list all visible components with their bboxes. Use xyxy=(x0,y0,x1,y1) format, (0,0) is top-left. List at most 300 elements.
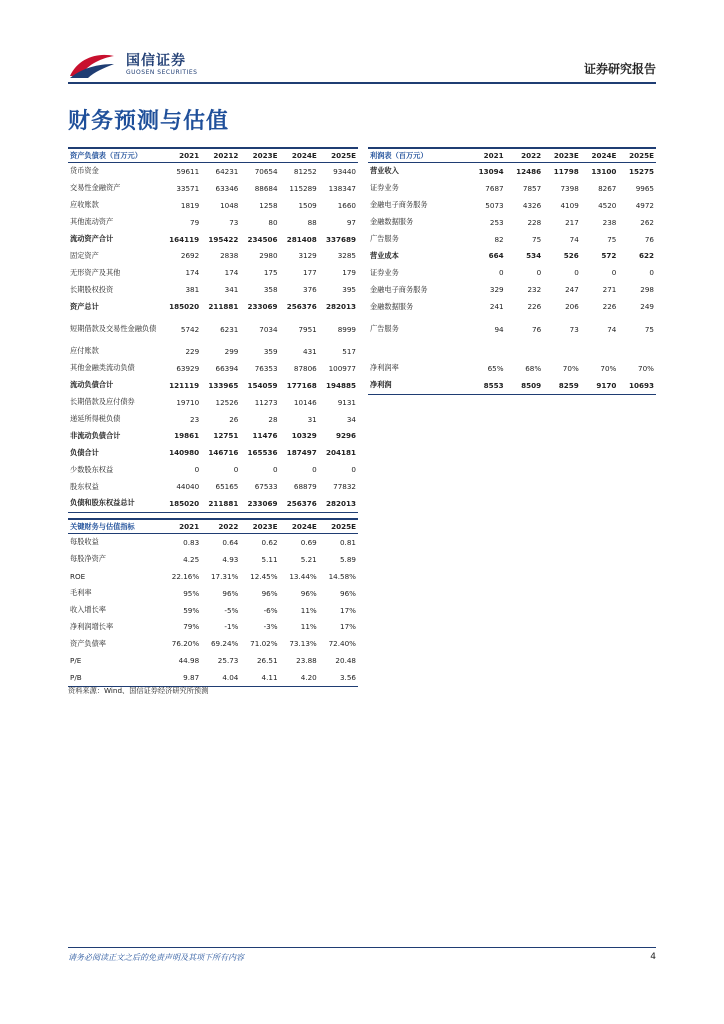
column-header: 20212 xyxy=(201,148,240,163)
cell-value: 1660 xyxy=(337,200,356,210)
cell-value: 4520 xyxy=(598,200,617,210)
cell-value: 0.83 xyxy=(183,537,200,547)
cell-value: 4.20 xyxy=(280,669,319,686)
table-row xyxy=(368,231,656,248)
table-row xyxy=(368,180,656,197)
cell-value: 8259 xyxy=(543,377,581,394)
cell-value: 241 xyxy=(489,302,504,312)
cell-value: 174 xyxy=(224,268,239,278)
cell-value: 74 xyxy=(607,324,617,334)
cell-value: 234506 xyxy=(247,234,278,244)
cell-value: 9296 xyxy=(335,431,356,441)
cell-value: 164119 xyxy=(169,234,200,244)
row-label: 其他流动资产 xyxy=(70,217,114,227)
key-ratios-body xyxy=(68,534,358,687)
cell-value: 2838 xyxy=(220,251,239,261)
cell-value: -3% xyxy=(263,622,278,632)
table-row xyxy=(68,411,358,428)
table-row xyxy=(68,427,358,444)
row-label: P/E xyxy=(70,656,82,666)
page-number: 4 xyxy=(650,952,656,962)
cell-value: 88 xyxy=(307,217,317,227)
table-row xyxy=(68,551,358,568)
section-title: 财务预测与估值 xyxy=(68,109,230,134)
column-header: 2024E xyxy=(280,519,319,534)
cell-value: 0 xyxy=(233,465,239,475)
cell-value: 165536 xyxy=(247,448,278,458)
cell-value: 76353 xyxy=(254,363,278,373)
table-row xyxy=(68,163,358,180)
cell-value: 146716 xyxy=(208,448,239,458)
cell-value: 217 xyxy=(565,217,579,227)
cell-value: 95% xyxy=(183,588,200,598)
cell-value: 0.81 xyxy=(339,537,356,547)
cell-value: 622 xyxy=(638,251,654,261)
cell-value: 0 xyxy=(272,465,278,475)
cell-value: 3129 xyxy=(298,251,317,261)
cell-value: 228 xyxy=(527,217,542,227)
cell-value: 8267 xyxy=(598,183,617,193)
cell-value: 5.11 xyxy=(261,554,278,564)
cell-value: 4972 xyxy=(635,200,654,210)
cell-value: 206 xyxy=(565,302,579,312)
cell-value: 23 xyxy=(190,414,200,424)
table-row xyxy=(68,197,358,214)
cell-value: 238 xyxy=(602,217,617,227)
cell-value: 133965 xyxy=(208,380,239,390)
cell-value: 63929 xyxy=(176,363,200,373)
cell-value: 3.56 xyxy=(319,669,358,686)
cell-value: 73 xyxy=(569,324,579,334)
cell-value: 96% xyxy=(300,588,317,598)
income-statement-body xyxy=(368,163,656,395)
row-label: 负债合计 xyxy=(70,447,99,457)
cell-value: 12751 xyxy=(213,431,239,441)
cell-value: 75 xyxy=(607,234,617,244)
cell-value: 97 xyxy=(346,217,356,227)
cell-value: 17% xyxy=(340,622,356,632)
cell-value: 26.51 xyxy=(256,656,278,666)
cell-value: 67533 xyxy=(254,482,278,492)
cell-value: 65165 xyxy=(215,482,239,492)
cell-value: 70654 xyxy=(254,166,278,176)
cell-value: 1819 xyxy=(180,200,200,210)
cell-value: 22.16% xyxy=(171,571,200,581)
row-label: 净利润增长率 xyxy=(70,621,114,631)
cell-value: 11798 xyxy=(553,166,579,176)
column-header: 2022 xyxy=(506,148,544,163)
cell-value: 73 xyxy=(229,217,239,227)
logo-english-name: GUOSEN SECURITIES xyxy=(126,69,198,76)
cell-value: 13.44% xyxy=(289,571,317,581)
table-row xyxy=(368,214,656,231)
cell-value: 80 xyxy=(268,217,278,227)
cell-value: 63346 xyxy=(215,183,239,193)
balance-sheet-table xyxy=(68,147,358,513)
cell-value: 8553 xyxy=(468,377,506,394)
cell-value: 1258 xyxy=(259,200,278,210)
column-header: 2021 xyxy=(468,148,506,163)
cell-value: 187497 xyxy=(286,448,317,458)
cell-value: 19861 xyxy=(174,431,200,441)
cell-value: 376 xyxy=(303,285,317,295)
column-header: 2023E xyxy=(543,148,581,163)
cell-value: 4.11 xyxy=(240,669,279,686)
cell-value: 59% xyxy=(183,605,200,615)
table-row xyxy=(368,377,656,394)
row-label: 净利润率 xyxy=(370,363,399,373)
cell-value: 4.25 xyxy=(183,554,200,564)
source-note: 资料来源：Wind、国信证券经济研究所预测 xyxy=(68,686,209,695)
report-type-label: 证券研究报告 xyxy=(583,62,656,76)
row-label: P/B xyxy=(68,669,162,686)
header-divider xyxy=(68,82,656,84)
column-header: 2021 xyxy=(162,519,201,534)
table-row xyxy=(68,343,358,360)
table-row xyxy=(68,298,358,315)
row-label: 营业收入 xyxy=(370,166,399,176)
cell-value: 233069 xyxy=(247,302,278,312)
cell-value: 358 xyxy=(263,285,278,295)
cell-value: 5073 xyxy=(485,200,504,210)
cell-value: 0.62 xyxy=(261,537,278,547)
cell-value: 12.45% xyxy=(250,571,278,581)
cell-value: 517 xyxy=(342,346,356,356)
table-title-header: 资产负债表（百万元） xyxy=(68,148,162,163)
cell-value: 9170 xyxy=(581,377,619,394)
cell-value: 82 xyxy=(494,234,504,244)
table-row xyxy=(68,495,358,512)
column-header: 2023E xyxy=(240,148,279,163)
cell-value: 74 xyxy=(569,234,579,244)
cell-value: 185020 xyxy=(162,495,201,512)
cell-value: 65% xyxy=(487,363,504,373)
table-row xyxy=(68,669,358,686)
cell-value: 177 xyxy=(303,268,317,278)
table-row xyxy=(68,394,358,411)
cell-value: 256376 xyxy=(280,495,319,512)
cell-value: 226 xyxy=(602,302,617,312)
footer-divider xyxy=(68,947,656,948)
cell-value: 69.24% xyxy=(210,639,239,649)
cell-value: 5.89 xyxy=(339,554,356,564)
cell-value: 179 xyxy=(342,268,356,278)
cell-value: 359 xyxy=(263,346,278,356)
cell-value: -6% xyxy=(263,605,278,615)
row-label: 金融数据服务 xyxy=(370,217,414,227)
table-title-header: 利润表（百万元） xyxy=(368,148,468,163)
row-label: 广告服务 xyxy=(370,324,399,334)
cell-value: 11% xyxy=(300,605,317,615)
cell-value: 96% xyxy=(222,588,239,598)
table-row xyxy=(68,461,358,478)
key-ratios-header-row xyxy=(68,519,358,534)
row-label: 货币资金 xyxy=(70,166,99,176)
table-title-header: 关键财务与估值指标 xyxy=(68,519,162,534)
key-ratios-table xyxy=(68,518,358,687)
row-label: ROE xyxy=(70,571,86,581)
row-label: 收入增长率 xyxy=(70,605,106,614)
cell-value: 0 xyxy=(536,268,542,278)
column-header: 2022 xyxy=(201,519,240,534)
cell-value: 4326 xyxy=(522,200,542,210)
table-row xyxy=(68,618,358,635)
row-label: 净利润 xyxy=(368,377,468,394)
row-label: 流动资产合计 xyxy=(70,234,114,243)
column-header: 2025E xyxy=(319,519,358,534)
cell-value: 81252 xyxy=(293,166,317,176)
cell-value: 0 xyxy=(499,268,504,278)
cell-value: 204181 xyxy=(325,448,356,458)
cell-value: 271 xyxy=(602,285,617,295)
cell-value: 12526 xyxy=(215,397,239,407)
table-row xyxy=(368,298,656,315)
table-row xyxy=(68,247,358,264)
table-row xyxy=(68,444,358,461)
row-label: 应收账款 xyxy=(70,200,99,210)
cell-value: 64231 xyxy=(215,166,239,176)
cell-value: 8999 xyxy=(337,324,356,334)
cell-value: 6231 xyxy=(220,324,239,334)
table-row xyxy=(68,585,358,602)
cell-value: -1% xyxy=(224,622,239,632)
cell-value: 232 xyxy=(527,285,542,295)
cell-value: 96% xyxy=(340,588,356,598)
cell-value: 4109 xyxy=(560,200,579,210)
cell-value: 11273 xyxy=(254,397,278,407)
cell-value: 5742 xyxy=(180,324,200,334)
cell-value: 26 xyxy=(229,414,239,424)
balance-sheet-header-row xyxy=(68,148,358,163)
row-label: 资产总计 xyxy=(70,301,99,311)
cell-value xyxy=(506,343,544,360)
cell-value: 96% xyxy=(261,588,278,598)
cell-value: 72.40% xyxy=(328,639,356,649)
row-label: 少数股东权益 xyxy=(70,464,114,474)
table-row xyxy=(68,315,358,343)
cell-value: 195422 xyxy=(208,234,239,244)
cell-value: 7398 xyxy=(560,183,579,193)
cell-value: 177168 xyxy=(286,380,317,390)
table-row xyxy=(368,197,656,214)
table-row xyxy=(68,360,358,377)
table-row xyxy=(68,281,358,298)
cell-value: 70% xyxy=(562,363,579,373)
row-label: 毛利率 xyxy=(70,588,92,598)
cell-value: 75 xyxy=(644,324,654,334)
cell-value: 337689 xyxy=(325,234,356,244)
table-row xyxy=(368,247,656,264)
cell-value: 79% xyxy=(183,622,200,632)
cell-value: 194885 xyxy=(325,380,356,390)
cell-value: 7857 xyxy=(522,183,542,193)
cell-value: 88684 xyxy=(254,183,278,193)
disclaimer-text: 请务必阅读正文之后的免责声明及其项下所有内容 xyxy=(68,953,244,962)
row-label: 证券业务 xyxy=(370,183,399,193)
cell-value: 526 xyxy=(563,251,579,261)
table-row xyxy=(368,163,656,180)
cell-value: 8509 xyxy=(506,377,544,394)
table-row xyxy=(368,360,656,377)
cell-value: 34 xyxy=(346,414,356,424)
cell-value: 44040 xyxy=(176,482,200,492)
cell-value: 226 xyxy=(527,302,542,312)
row-label: 广告服务 xyxy=(370,234,399,243)
row-label: 每股收益 xyxy=(70,537,99,547)
table-row xyxy=(68,478,358,495)
cell-value: 229 xyxy=(185,346,200,356)
logo-chinese-name: 国信证券 xyxy=(126,53,186,69)
column-header: 2025E xyxy=(618,148,656,163)
cell-value xyxy=(618,343,656,360)
row-label: 金融电子商务服务 xyxy=(370,200,428,210)
cell-value: 11% xyxy=(300,622,317,632)
table-row xyxy=(68,652,358,669)
column-header: 2021 xyxy=(162,148,201,163)
cell-value xyxy=(581,343,619,360)
cell-value: 395 xyxy=(342,285,356,295)
cell-value: 17.31% xyxy=(210,571,239,581)
cell-value: 20.48 xyxy=(335,656,356,666)
cell-value: 31 xyxy=(307,414,317,424)
cell-value: 15275 xyxy=(628,166,654,176)
cell-value: 299 xyxy=(224,346,239,356)
row-label: 交易性金融资产 xyxy=(70,183,121,193)
table-row xyxy=(68,180,358,197)
cell-value: 1048 xyxy=(220,200,239,210)
cell-value: 0.69 xyxy=(300,537,317,547)
row-label: 固定资产 xyxy=(70,250,99,260)
cell-value: 76 xyxy=(532,324,542,334)
cell-value: 4.04 xyxy=(201,669,240,686)
row-label: 每股净资产 xyxy=(70,554,106,564)
cell-value: 68879 xyxy=(293,482,317,492)
cell-value: 5.21 xyxy=(300,554,317,564)
row-label: 证券业务 xyxy=(370,267,399,277)
row-label: 应付账款 xyxy=(70,346,99,356)
row-label: 无形资产及其他 xyxy=(70,267,121,277)
cell-value: 77832 xyxy=(333,482,356,492)
cell-value: 76 xyxy=(644,234,654,244)
cell-value: 25.73 xyxy=(217,656,239,666)
cell-value: 211881 xyxy=(201,495,240,512)
cell-value: -5% xyxy=(224,605,239,615)
cell-value: 298 xyxy=(640,285,654,295)
cell-value: 431 xyxy=(303,346,317,356)
row-label: 流动负债合计 xyxy=(70,380,114,390)
column-header: 2024E xyxy=(280,148,319,163)
row-label: 长期股权投资 xyxy=(70,284,114,294)
cell-value: 7034 xyxy=(259,324,278,334)
column-header: 2025E xyxy=(319,148,358,163)
row-label: 股东权益 xyxy=(70,481,99,491)
cell-value: 174 xyxy=(185,268,200,278)
row-label: 非流动负债合计 xyxy=(70,430,121,440)
table-row xyxy=(68,377,358,394)
cell-value: 10146 xyxy=(293,397,317,407)
row-label: 金融数据服务 xyxy=(370,301,414,311)
cell-value: 70% xyxy=(600,363,617,373)
table-row xyxy=(68,264,358,281)
row-label: 金融电子商务服务 xyxy=(370,284,428,294)
cell-value: 12486 xyxy=(516,166,542,176)
row-label xyxy=(368,343,468,360)
table-row xyxy=(68,568,358,585)
cell-value: 68% xyxy=(525,363,542,373)
cell-value: 73.13% xyxy=(289,639,317,649)
cell-value: 71.02% xyxy=(250,639,278,649)
table-row xyxy=(68,635,358,652)
cell-value: 233069 xyxy=(240,495,279,512)
cell-value: 329 xyxy=(489,285,504,295)
cell-value: 211881 xyxy=(208,302,239,312)
table-row xyxy=(368,281,656,298)
cell-value: 2692 xyxy=(180,251,200,261)
cell-value: 0 xyxy=(312,465,317,475)
cell-value: 7687 xyxy=(485,183,504,193)
table-row xyxy=(68,534,358,551)
cell-value: 0.64 xyxy=(222,537,239,547)
row-label: 营业成本 xyxy=(370,250,399,260)
cell-value: 76.20% xyxy=(171,639,200,649)
cell-value: 281408 xyxy=(286,234,317,244)
cell-value: 33571 xyxy=(176,183,200,193)
cell-value: 0 xyxy=(649,268,654,278)
table-row xyxy=(68,231,358,248)
cell-value: 7951 xyxy=(298,324,317,334)
cell-value: 175 xyxy=(263,268,278,278)
cell-value: 247 xyxy=(565,285,579,295)
cell-value: 572 xyxy=(601,251,617,261)
cell-value: 0 xyxy=(194,465,200,475)
column-header: 2023E xyxy=(240,519,279,534)
cell-value: 138347 xyxy=(328,183,356,193)
cell-value: 14.58% xyxy=(328,571,356,581)
cell-value: 0 xyxy=(351,465,356,475)
cell-value: 9131 xyxy=(337,397,356,407)
table-row xyxy=(68,214,358,231)
cell-value: 140980 xyxy=(169,448,200,458)
cell-value: 282013 xyxy=(319,495,358,512)
cell-value: 0 xyxy=(574,268,579,278)
cell-value: 23.88 xyxy=(296,656,317,666)
cell-value: 341 xyxy=(224,285,239,295)
table-row xyxy=(368,343,656,360)
cell-value: 3285 xyxy=(337,251,356,261)
row-label: 资产负债率 xyxy=(70,638,106,648)
cell-value: 664 xyxy=(488,251,504,261)
cell-value: 4.93 xyxy=(222,554,239,564)
cell-value: 13094 xyxy=(478,166,504,176)
cell-value: 185020 xyxy=(169,302,200,312)
cell-value: 17% xyxy=(340,605,356,615)
cell-value: 79 xyxy=(190,217,200,227)
cell-value: 253 xyxy=(489,217,504,227)
cell-value: 13100 xyxy=(591,166,617,176)
cell-value: 249 xyxy=(640,302,654,312)
cell-value: 10693 xyxy=(618,377,656,394)
cell-value: 2980 xyxy=(259,251,278,261)
cell-value: 93440 xyxy=(333,166,356,176)
row-label: 长期借款及应付债券 xyxy=(70,397,135,407)
cell-value: 70% xyxy=(638,363,654,373)
cell-value: 66394 xyxy=(215,363,239,373)
income-statement-table xyxy=(368,147,656,395)
cell-value: 262 xyxy=(640,217,654,227)
page-header xyxy=(68,48,656,82)
cell-value: 282013 xyxy=(325,302,356,312)
cell-value: 44.98 xyxy=(178,656,200,666)
